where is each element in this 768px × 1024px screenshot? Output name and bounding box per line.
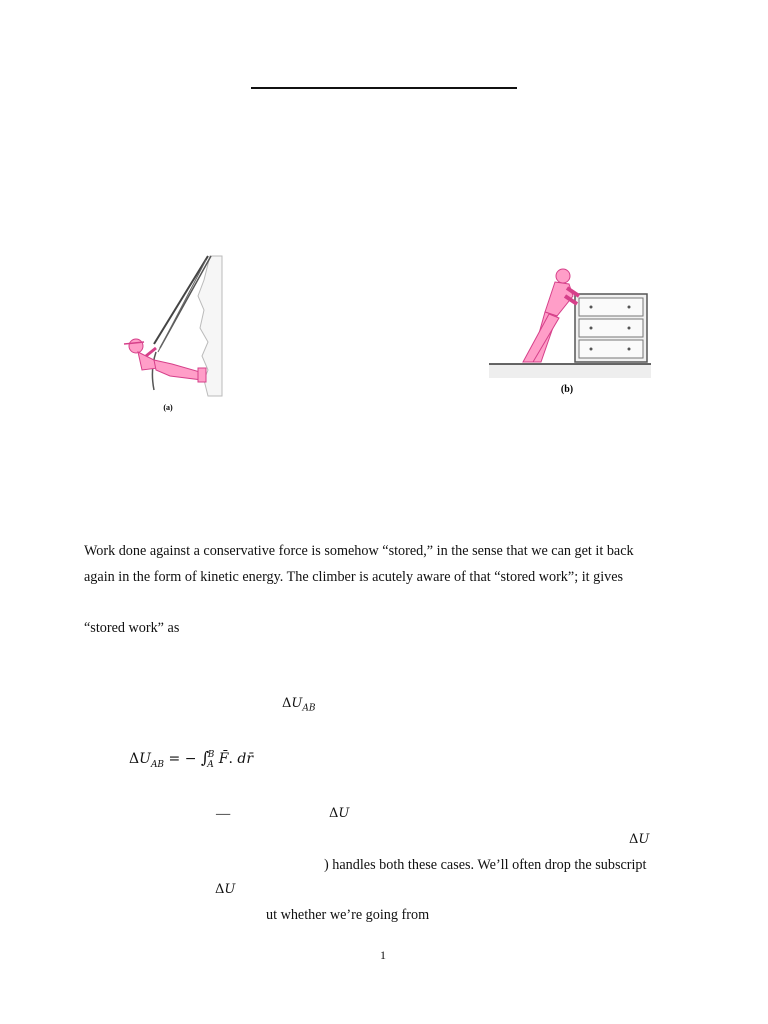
title-underline: [251, 87, 517, 89]
whether-fragment: ut whether we’re going from: [266, 907, 430, 923]
em-dash-fragment: —: [216, 806, 231, 822]
handles-fragment: ) handles both these cases. We’ll often drop the subscript: [324, 857, 647, 873]
figure-b-pushing: [487, 266, 653, 398]
figure-a-caption: (a): [163, 403, 173, 412]
math-delta-u-1: ΔU: [329, 806, 350, 821]
equation-potential-energy: $\Delta U_{AB}$ = − $\int_A^B$ F̄. dr̄: [129, 748, 254, 770]
math-delta-u-2: ΔU: [629, 832, 650, 847]
math-delta-u-ab: $\Delta U_{AB}$: [282, 696, 316, 714]
figure-a-climber: [110, 252, 235, 414]
paragraph-line-1: Work done against a conservative force is somehow “stored,” in the sense that we can get it back: [84, 543, 634, 559]
figure-b-caption: (b): [560, 384, 574, 395]
math-delta-u-3: ΔU: [215, 882, 236, 897]
paragraph-line-3: “stored work” as: [84, 620, 180, 636]
paragraph-line-2: again in the form of kinetic energy. The climber is acutely aware of that “stored work”; it gives: [84, 569, 624, 585]
page-number: 1: [380, 948, 386, 962]
